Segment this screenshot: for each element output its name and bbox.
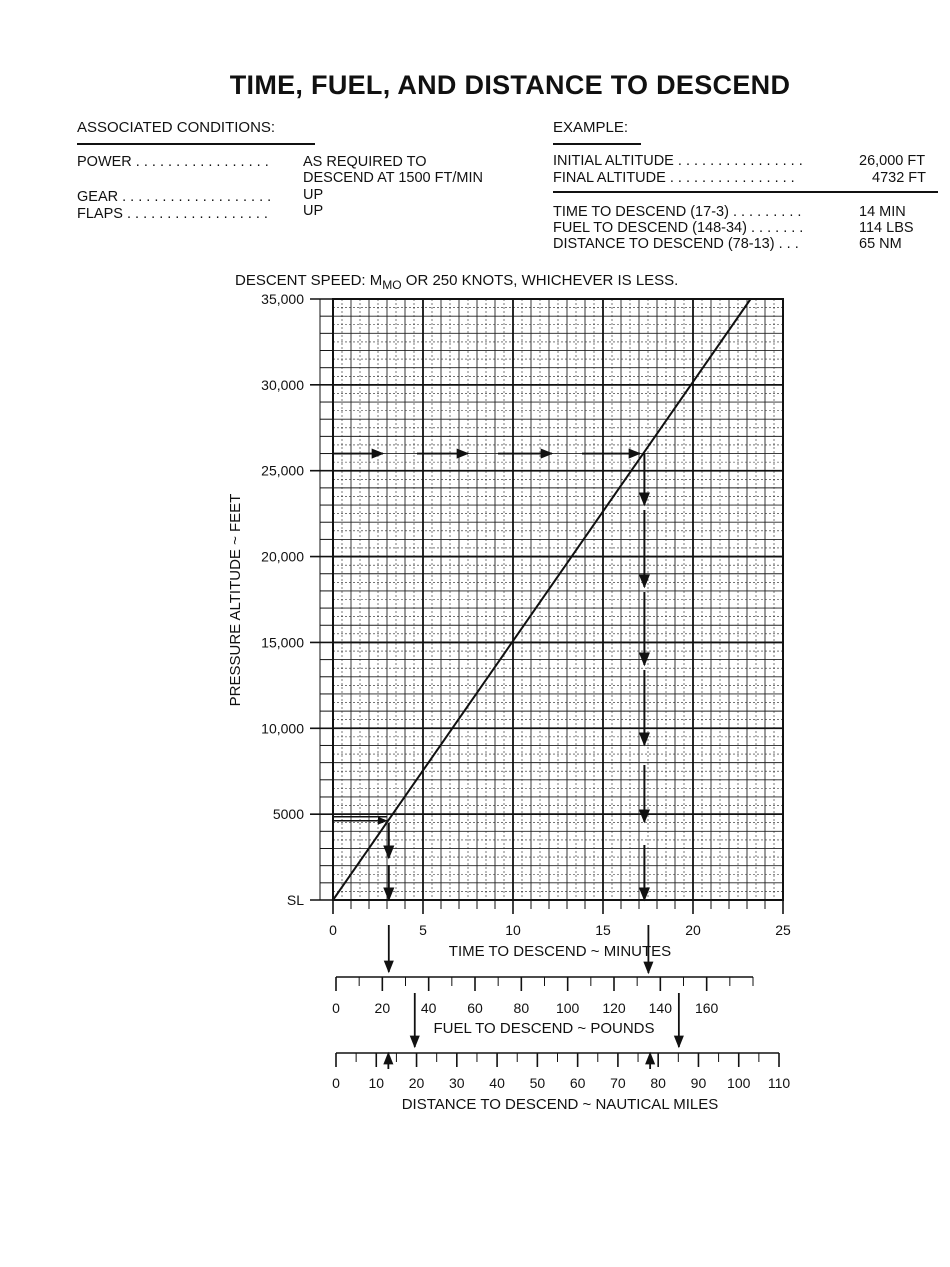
condition-label-power: POWER . . . . . . . . . . . . . . . . . (77, 154, 269, 170)
minor-grid (333, 299, 783, 900)
example-value-distance: 65 NM (859, 236, 902, 252)
scale-tick-label: 90 (690, 1075, 707, 1091)
series-layer (333, 299, 751, 900)
example-path (333, 454, 648, 973)
x-axis-title: TIME TO DESCEND ~ MINUTES (448, 943, 672, 960)
distance-scale (332, 1053, 790, 1091)
scale-tick-label: 0 (332, 1075, 340, 1091)
descent-line (333, 299, 751, 900)
scale-tick-label: 20 (374, 1000, 391, 1016)
example-label-time: TIME TO DESCEND (17-3) . . . . . . . . . (553, 204, 802, 220)
scale-tick-label: 50 (529, 1075, 546, 1091)
scale-tick-label: 40 (489, 1075, 505, 1091)
y-tick-label: 10,000 (261, 720, 304, 737)
scale-tick-label: 100 (555, 1000, 580, 1016)
page-title: TIME, FUEL, AND DISTANCE TO DESCEND (229, 70, 791, 100)
example-label-initial-altitude: INITIAL ALTITUDE . . . . . . . . . . . . . . . . (553, 153, 803, 169)
condition-label-gear: GEAR . . . . . . . . . . . . . . . . . . . (77, 189, 272, 205)
scale-tick-label: 160 (694, 1000, 719, 1016)
example-value-initial-altitude: 26,000 FT (859, 153, 926, 169)
scale-tick-label: 60 (467, 1000, 483, 1016)
condition-label-flaps: FLAPS . . . . . . . . . . . . . . . . . . (77, 206, 268, 222)
x-tick-label: 20 (685, 922, 701, 938)
scale-tick-label: 70 (610, 1075, 626, 1091)
scale-tick-label: 110 (767, 1075, 791, 1091)
x-tick-label: 0 (329, 922, 337, 938)
fuel-scale-title: FUEL TO DESCEND ~ POUNDS (433, 1020, 655, 1037)
x-tick-label: 10 (505, 922, 521, 938)
y-axis (261, 291, 333, 908)
y-tick-label: SL (286, 892, 304, 908)
condition-value-power-2: DESCEND AT 1500 FT/MIN (303, 170, 483, 186)
example-value-final-altitude: 4732 FT (872, 170, 926, 186)
example-label-final-altitude: FINAL ALTITUDE . . . . . . . . . . . . . . . . (553, 170, 795, 186)
example-label-distance: DISTANCE TO DESCEND (78-13) . . . (553, 236, 799, 252)
y-tick-label: 25,000 (261, 462, 304, 479)
scale-tick-label: 100 (727, 1075, 751, 1091)
distance-scale-title: DISTANCE TO DESCEND ~ NAUTICAL MILES (401, 1096, 719, 1113)
y-tick-label: 20,000 (261, 548, 304, 565)
condition-value-power: AS REQUIRED TO (303, 154, 427, 170)
x-axis (329, 900, 791, 938)
scale-tick-label: 30 (449, 1075, 465, 1091)
scale-tick-label: 10 (368, 1075, 385, 1091)
scale-tick-label: 140 (648, 1000, 673, 1016)
conditions-heading: ASSOCIATED CONDITIONS: (77, 119, 276, 136)
scale-tick-label: 40 (420, 1000, 437, 1016)
scale-tick-label: 60 (569, 1075, 586, 1091)
y-tick-label: 35,000 (261, 291, 304, 307)
example-label-fuel: FUEL TO DESCEND (148-34) . . . . . . . (553, 220, 804, 236)
y-tick-label: 5000 (272, 806, 304, 823)
scale-tick-label: 120 (602, 1000, 626, 1016)
condition-value-flaps: UP (303, 203, 324, 219)
chart-subtitle: DESCENT SPEED: $M_{MO}$ OR 250 KNOTS, WHICHEVER IS LESS. (235, 272, 679, 292)
example-value-fuel: 114 LBS (859, 220, 914, 236)
y-axis-title: PRESSURE ALTITUDE ~ FEET (227, 493, 244, 707)
x-tick-label: 15 (595, 922, 611, 938)
x-tick-label: 5 (419, 922, 427, 938)
x-tick-label: 25 (775, 922, 791, 938)
example-heading: EXAMPLE: (553, 119, 629, 136)
y-tick-label: 30,000 (261, 376, 304, 393)
example-value-time: 14 MIN (859, 204, 906, 220)
scale-tick-label: 20 (408, 1075, 425, 1091)
scale-tick-label: 80 (513, 1000, 530, 1016)
condition-value-gear: UP (303, 187, 324, 203)
scale-tick-label: 80 (650, 1075, 666, 1091)
y-tick-label: 15,000 (261, 634, 304, 651)
scale-tick-label: 0 (332, 1000, 340, 1016)
